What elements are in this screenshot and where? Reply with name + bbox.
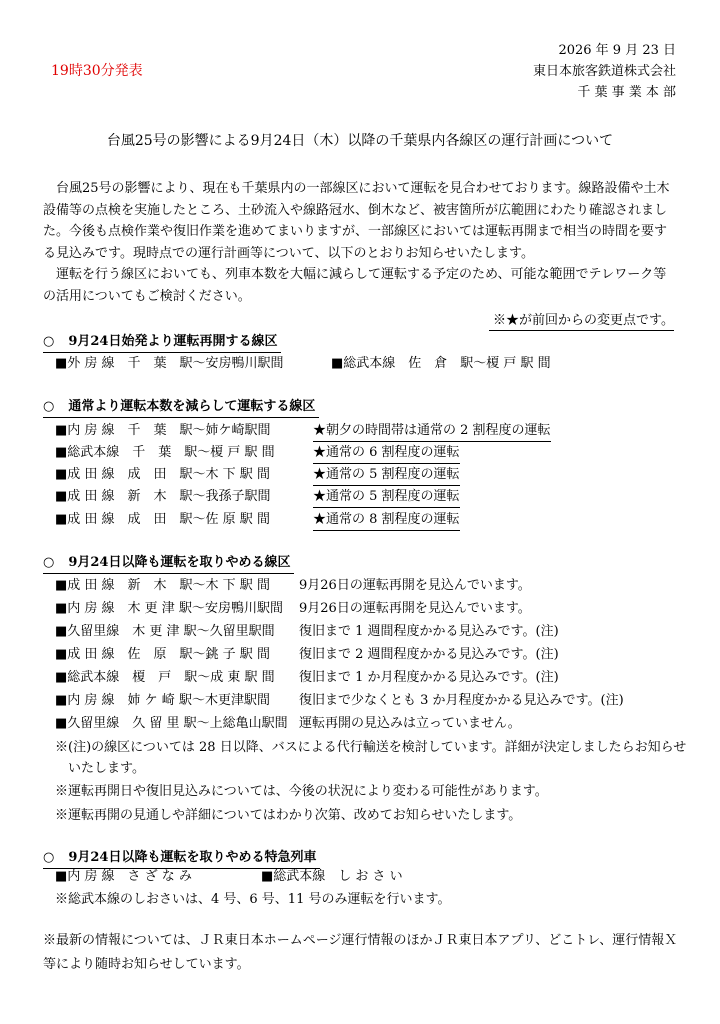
footnote: ※運転再開の見通しや詳細についてはわかり次第、改めてお知らせいたします。 [55,808,522,823]
service-status: ★通常の 5 割程度の運転 [313,487,460,508]
limited-express-text: ■総武本線 し お さ い [261,869,403,884]
footnote: ※運転再開日や復旧見込みについては、今後の状況により変わる可能性があります。 [55,784,548,799]
footer-note: ※最新の情報については、ＪＲ東日本ホームページ運行情報のほかＪＲ東日本アプリ、どこトレ、運行情報Ｘ等により随時お知らせしています。 [43,933,678,972]
issuer-block [533,40,676,103]
intro-text [43,178,679,307]
service-status: 復旧まで 1 か月程度かかる見込みです。(注) [299,670,559,685]
route-text: ■総武本線 榎 戸 駅～成 東 駅 間 [55,670,275,685]
route-text: ■成 田 線 新 木 駅～木 下 駅 間 [55,578,270,593]
service-status: 運転再開の見込みは立っていません。 [299,716,521,731]
service-status: 復旧まで 2 週間程度かかる見込みです。(注) [299,647,559,662]
footnote: ※総武本線のしおさいは、4 号、6 号、11 号のみ運転を行います。 [55,892,451,907]
route-text: ■総武本線 佐 倉 駅～榎 戸 駅 間 [331,356,551,371]
circle-bullet: ○ [43,399,55,414]
route-text: ■成 田 線 新 木 駅～我孫子駅間 [55,489,271,504]
circle-bullet: ○ [43,850,55,865]
route-text: ■内 房 線 千 葉 駅～姉ケ崎駅間 [55,423,271,438]
service-status: 9月26日の運転再開を見込んでいます。 [299,578,531,593]
service-status: 復旧まで 1 週間程度かかる見込みです。(注) [299,624,559,639]
issue-date: 2026 年 9 月 23 日 [558,43,676,58]
service-status: ★通常の 6 割程度の運転 [313,443,460,464]
route-text: ■内 房 線 木 更 津 駅～安房鴨川駅間 [55,601,283,616]
service-status: 9月26日の運転再開を見込んでいます。 [299,601,531,616]
document-title: 台風25号の影響による9月24日（木）以降の千葉県内各線区の運行計画について [106,133,614,149]
intro-paragraph: 台風25号の影響により、現在も千葉県内の一部線区において運転を見合わせております。線路設備や土木設備等の点検を実施したところ、土砂流入や線路冠水、倒木など、被害箇所が広範囲にわたり確認されました。今後も点検作業や復旧作業を進めてまいりますが、一部線区においては運転再開まで相当の時間を要する見込みです。現時点での運行計画等について、以下のとおりお知らせいたします。 [43,181,670,261]
section-heading-text: 9月24日以降も運転を取りやめる特急列車 [68,850,317,865]
section-heading [43,397,319,418]
route-text: ■久留里線 久 留 里 駅～上総亀山駅間 [55,716,288,731]
service-status: ★通常の 8 割程度の運転 [313,510,460,531]
intro-paragraph: 運転を行う線区においても、列車本数を大幅に減らして運転する予定のため、可能な範囲でテレワーク等の活用についてもご検討ください。 [43,267,667,304]
service-status: 復旧まで少なくとも 3 か月程度かかる見込みです。(注) [299,693,624,708]
service-status: ★朝夕の時間帯は通常の 2 割程度の運転 [313,421,551,442]
section-heading [43,332,281,353]
section-heading-text: 9月24日以降も運転を取りやめる線区 [68,555,291,570]
section-heading-text: 9月24日始発より運転再開する線区 [68,334,278,349]
section-heading-text: 通常より運転本数を減らして運転する線区 [68,399,316,414]
circle-bullet: ○ [43,555,55,570]
route-text: ■外 房 線 千 葉 駅～安房鴨川駅間 [55,356,284,371]
footnote: ※(注)の線区については 28 日以降、バスによる代行輸送を検討しています。詳細が決定しましたらお知らせいたします。 [55,740,687,776]
department-name: 千 葉 事 業 本 部 [577,85,676,100]
change-note: ※★が前回からの変更点です。 [489,311,674,331]
route-text: ■成 田 線 佐 原 駅～銚 子 駅 間 [55,647,270,662]
route-text: ■成 田 線 成 田 駅～木 下 駅 間 [55,467,270,482]
route-text: ■久留里線 木 更 津 駅～久留里駅間 [55,624,275,639]
section-heading [43,553,294,574]
service-status: ★通常の 5 割程度の運転 [313,465,460,486]
company-name: 東日本旅客鉄道株式会社 [532,64,676,79]
route-text: ■成 田 線 成 田 駅～佐 原 駅 間 [55,512,270,527]
route-text: ■総武本線 千 葉 駅～榎 戸 駅 間 [55,445,275,460]
announcement-time: 19時30分発表 [51,63,143,79]
route-text: ■内 房 線 姉 ケ 崎 駅～木更津駅間 [55,693,270,708]
circle-bullet: ○ [43,334,55,349]
section-heading [43,848,320,869]
limited-express-text: ■内 房 線 さ ざ な み [55,869,192,884]
